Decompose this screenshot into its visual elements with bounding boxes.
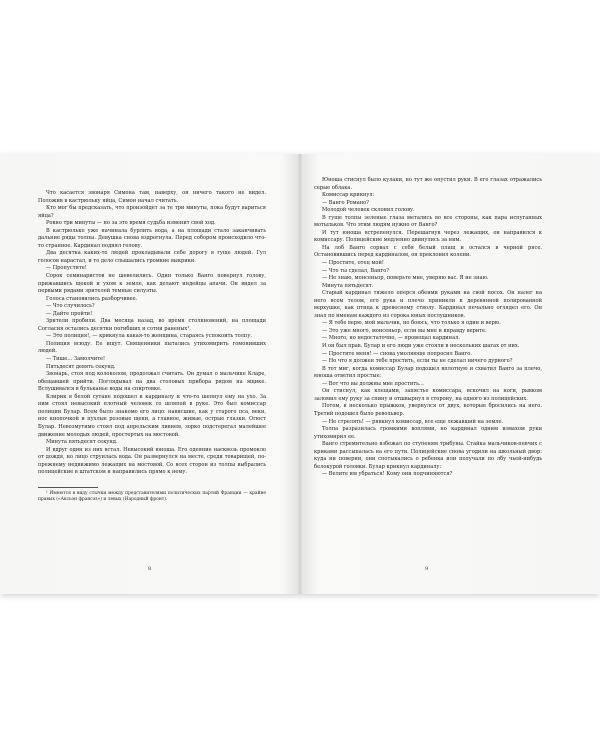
paragraph: — Дайте пройти! [46,310,93,317]
paragraph: Голоса становились разборчивее. [46,295,138,302]
paragraph: Ванго стремительно взбежал по ступеням трибуны. Стайка мальчиков-певчих с криками рассыпалась на его пути. Полицейские снова угодили на школьный двор: куда ни поверни, они спотыкались о ребенка или получали по лбу чьей-нибудь белокурой головки. Булар крикнул кардиналу: [314,441,542,470]
paragraph: Что касается звонаря Симона там, наверху, он ничего такого не видел. Положив в кастрюльку яйца, Симон начал считать. [38,190,266,204]
paragraph: И вдруг один из них встал. Невысокий юноша. Его одеяние насквозь промокло от дождя, но лицо струилась вода. Он развернулся на месте, среди товарищей, по-прежнему недвижимо лежащих на мостовой. Со всех сторон из толпы выбрались полицейские в штатском и направились прямо к нему. [38,446,266,476]
paragraph: Сорок семинаристов не шевелились. Один только Ванго повернул голову, прижавшись щекой и ухом к земле, как делают индейцы апачи. Он видел за первыми рядами зрителей темные силуэты. [38,273,266,295]
paragraph: В тот миг, когда комиссар Булар подошел вплотную и схватил Ванго за плечо, юноша ответил простые: [314,365,542,380]
right-page-body [314,177,542,479]
paragraph: Юноша стиснул было кулаки, но тут же опустил руки. В его глазах отражались серые облака. [314,177,542,191]
paragraph: — Это уже много, монсеньор, если вы мне и вправду верите. [322,327,487,334]
paragraph: Старый кардинал тяжело оперся обеими руками на свой посох. Он налег на него всем телом, его рука и плечо приникли к деревянной полированной верхушке, как птица к древесному стволу. Кардинал печально оглядел его. Он знал по именам каждого из сорока юных послушников. [314,290,542,319]
paragraph: Он стиснул, как клещами, запястье комиссара, вскочил на ноги, рывком заломил ему руку за спину и отшвырнул в сторону, на одного из полицейских. [314,388,542,402]
paragraph: Два десятка каких-то людей прокладывали себе дорогу в гуще людей. Гул голосов нарастал, и то дело слышались громкие выкрики. [38,250,266,264]
paragraph: — Это полиция!, — крикнула какая-то женщина, стараясь успокоить толпу. [46,333,252,340]
paragraph: — Велите им убраться! Кому они подчиняются? [322,471,453,478]
paragraph: Клирик в белой сутане подошел к кардиналу и что-то шепнул ему на ухо. За ним стоял невысокий плотный человек со шляпой в руке. Это был комиссар полиции Булар. Всем было знакомо его лицо: нависшие, как у старого пса, веки, нос кнопочкой и пухлые розовые щеки, а главное, живые, острые глазки. Огюст Булар. Невозмутимо стоял под апрельским ливнем, зорко подстерегал малейшее движение молодых людей, простертых на мостовой. [38,393,266,438]
paragraph: В гуще толпы зеленые глаза метались во все стороны, как пара испуганных мотыльков. Что этим людям нужно от Ванго? [314,214,542,229]
page-number-right: 9 [425,566,429,572]
footnote: ¹ Имеются в виду стычки между представителями политических партий Франции — крайне правых («Аксьон франсэз») и левых (Народный фронт). [38,490,266,502]
paragraph: Комиссар крикнул: [322,192,375,199]
paragraph: Молодой человек склонил голову. [322,207,415,214]
page-number-left: 8 [148,566,152,572]
paragraph: Потом, в несколько прыжков, увернулся от двух, которые бросились на него. Третий подошел было револьвер. [314,403,542,417]
paragraph: — Что ты сделал, Ванго? [322,267,390,274]
paragraph: Толпа разразилась громкими воплями, но кардинал одним взмахом руки утихомирил ее. [314,426,542,440]
paragraph: — Ванго Романо? [322,199,369,206]
paragraph: И он был прав. Булар и его люди уже стояли в нескольких шагах от них. [322,343,520,350]
paragraph: Звонарь, стоя под колоколом, продолжал считать. Он думал о мальчике Кларе, обещавшей прийти. Поглядывал на два столовых прибора рядом на ящике. Вслушивался в бульканье воды на спиртовке. [38,371,266,393]
left-page-body [38,190,266,477]
paragraph: — Простите, отец мой! [322,260,384,267]
paragraph: — Простите меня! — снова умоляюще попросил Ванго. [322,350,472,357]
paragraph: — Много, но недостаточно, — провещал кардинал. [322,335,460,342]
paragraph: Зрители пробили. Два месяца назад, во время столкновений, на площади Согласия остались десятки погибших и сотни раненых¹. [38,318,266,332]
paragraph: — Но что я должен тебе простить, если ты не сделал ничего дурного? [322,358,513,365]
paragraph: В кастрюльке уже начинала бурлить вода, а на площади стало заканчивать дальние ряды толпы. Девушка снова вздрогнула. Перед собором происходило что-то странное. Кардинал поднял голову. [38,227,266,249]
paragraph: — Я тебе верю, мой мальчик, но боюсь, что только я один и верю. [322,320,501,327]
paragraph: Минута пятьдесят секунд. [46,439,118,446]
paragraph: — Не знаю, монсеньор, поверьте мне, уверяю вас. Я не знаю. [322,275,489,282]
paragraph: — Что случилось? [46,303,95,310]
paragraph: — Тише… Замолчите! [46,356,106,363]
paragraph: Пятьдесят девять секунд. [46,363,116,370]
paragraph: — Вот что вы должны мне простить… [322,380,425,387]
book-spread [0,154,600,594]
paragraph: Кто мог бы предсказать, что произойдет за те три минуты, пока будут вариться яйца? [38,205,266,219]
left-page [38,190,266,503]
right-page [314,177,542,479]
paragraph: На лоб Ванго сорвал с себя белый плащ и остался в черной рясе. Остановившись перед кардиналом, он преклонил колени. [314,244,542,259]
paragraph: Полиция всюду. Ее ищут. Священники пытались утихомирить гомонивших людей. [38,340,266,355]
paragraph: — Пропустите! [46,265,87,272]
paragraph: Ровно три минуты — но за это время судьба изменит свой ход. [46,220,216,227]
paragraph: Минута пятьдесят. [322,282,374,289]
paragraph: — Не стрелять! — рявкнул комиссар, все еще лежавший на земле. [322,418,504,425]
paragraph: И тут юноша встрепенулся. Перешагнув через лежащих, он направился к комиссару. Полицейские медленно двинулись за ним. [314,229,542,244]
footnote-divider [38,487,98,488]
